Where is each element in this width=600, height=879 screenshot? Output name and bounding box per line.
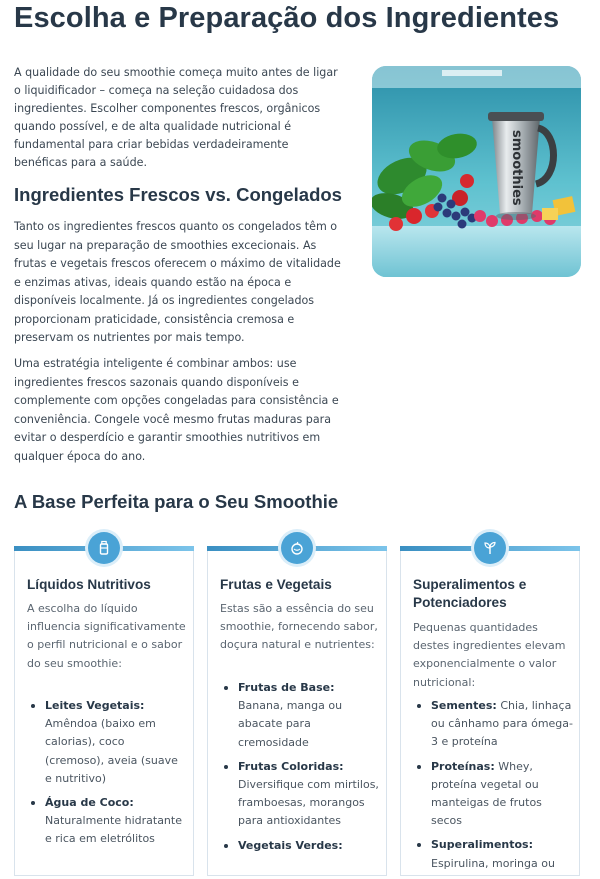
page-title: Escolha e Preparação dos Ingredientes	[14, 2, 560, 34]
card-list	[413, 697, 573, 879]
sprout-icon	[474, 532, 506, 564]
list-item: Vegetais Verdes:	[220, 837, 380, 855]
list-item: Leites Vegetais: Amêndoa (baixo em calorias), coco (cremoso), aveia (suave e nutritivo)	[27, 697, 187, 788]
base-section-heading: A Base Perfeita para o Seu Smoothie	[14, 491, 339, 512]
card-list	[220, 679, 380, 861]
card-superfoods	[400, 546, 580, 876]
fresh-paragraph: Tanto os ingredientes frescos quanto os congelados têm o seu lugar na preparação de smoothies excecionais. As frutas e vegetais frescos oferecem o máximo de vitalidade e enzimas ativas, ideais quando estão na época e disponíveis localmente. Já os ingredientes congelados proporcionam praticidade, consistência cremosa e preservam os nutrientes por mais tempo.	[14, 220, 341, 344]
list-item: Sementes: Chia, linhaça ou cânhamo para ómega-3 e proteína	[413, 697, 573, 752]
list-item: Frutas Coloridas: Diversifique com mirtilos, framboesas, morangos para antioxidantes	[220, 758, 380, 831]
card-intro: A escolha do líquido influencia significativamente o perfil nutricional e o sabor do seu smoothie:	[27, 602, 186, 670]
intro-paragraph: A qualidade do seu smoothie começa muito antes de ligar o liquidificador – começa na seleção cuidadosa dos ingredientes. Escolher componentes frescos, orgânicos quando possível, e de alta qualidade nutricional é fundamental para criar bebidas verdadeiramente benéficas para a saúde.	[14, 66, 338, 169]
list-item: Superalimentos: Espirulina, moringa ou	[413, 836, 573, 872]
card-intro: Pequenas quantidades destes ingredientes elevam exponencialmente o valor nutricional:	[413, 621, 566, 689]
hero-image	[372, 66, 581, 277]
card-title: Frutas e Vegetais	[220, 577, 332, 592]
milk-bottle-icon	[88, 532, 120, 564]
blender-with-fruits-illustration	[372, 66, 581, 277]
fresh-vs-frozen-heading: Ingredientes Frescos vs. Congelados	[14, 184, 342, 205]
list-item: Frutas de Base: Banana, manga ou abacate para cremosidade	[220, 679, 380, 752]
list-item: Água de Coco: Naturalmente hidratante e rica em eletrólitos	[27, 794, 187, 849]
card-fruits-vegetables	[207, 546, 387, 876]
card-intro: Estas são a essência do seu smoothie, fornecendo sabor, doçura natural e nutrientes:	[220, 602, 378, 652]
list-item: Proteínas: Whey, proteína vegetal ou manteigas de frutos secos	[413, 758, 573, 831]
strategy-paragraph: Uma estratégia inteligente é combinar ambos: use ingredientes frescos sazonais quando disponíveis e complemente com opções congeladas para consistência e conveniência. Congele você mesmo frutas maduras para evitar o desperdício e garantir smoothies nutritivos em qualquer época do ano.	[14, 357, 339, 463]
card-title: Superalimentos e Potenciadores	[413, 577, 527, 610]
card-title: Líquidos Nutritivos	[27, 577, 151, 592]
card-liquids	[14, 546, 194, 876]
fruit-icon	[281, 532, 313, 564]
blender-label: smoothies	[509, 130, 524, 206]
card-list	[27, 697, 187, 855]
